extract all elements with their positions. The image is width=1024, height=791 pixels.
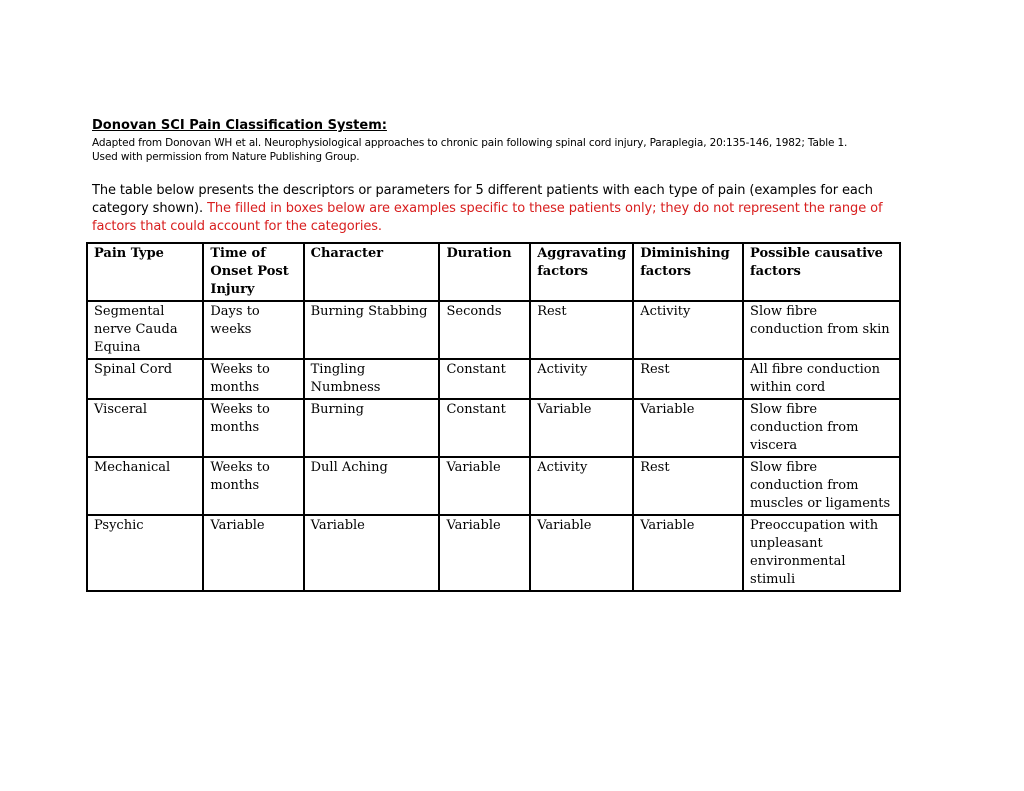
table-cell: Dull Aching bbox=[304, 457, 440, 515]
intro-warning-text: The filled in boxes below are examples specific to these patients only; they do not represent the range of factors that could account for the categories. bbox=[92, 201, 883, 234]
table-cell: Constant bbox=[439, 359, 530, 399]
table-cell: Variable bbox=[439, 457, 530, 515]
table-cell: Activity bbox=[530, 457, 633, 515]
header-causative-factors: Possible causative factors bbox=[743, 243, 900, 301]
table-row bbox=[87, 457, 900, 515]
table-cell: Visceral bbox=[87, 399, 203, 457]
pain-classification-table bbox=[86, 242, 901, 592]
table-cell: Burning bbox=[304, 399, 440, 457]
table-cell: Variable bbox=[203, 515, 303, 591]
intro-text: The table below presents the descriptors or parameters for 5 different patients with each type of pain (examples for each category shown). bbox=[92, 183, 873, 216]
table-cell: Weeks to months bbox=[203, 399, 303, 457]
table-cell: Constant bbox=[439, 399, 530, 457]
table-cell: Variable bbox=[633, 515, 743, 591]
table-cell: Days to weeks bbox=[203, 301, 303, 359]
table-cell: Preoccupation with unpleasant environmental stimuli bbox=[743, 515, 900, 591]
document-page bbox=[92, 118, 922, 236]
table-cell: Rest bbox=[633, 457, 743, 515]
document-title: Donovan SCI Pain Classification System: bbox=[92, 118, 387, 133]
header-character: Character bbox=[304, 243, 440, 301]
table-cell: Variable bbox=[439, 515, 530, 591]
table-cell: Tingling Numbness bbox=[304, 359, 440, 399]
header-duration: Duration bbox=[439, 243, 530, 301]
header-pain-type: Pain Type bbox=[87, 243, 203, 301]
header-time-of-onset: Time of Onset Post Injury bbox=[203, 243, 303, 301]
citation-line-1: Adapted from Donovan WH et al. Neurophysiological approaches to chronic pain following spinal cord injury, Paraplegia, 20:135-146, 1982; Table 1. bbox=[92, 137, 848, 149]
table-cell: Psychic bbox=[87, 515, 203, 591]
table-cell: All fibre conduction within cord bbox=[743, 359, 900, 399]
table-cell: Segmental nerve Cauda Equina bbox=[87, 301, 203, 359]
table-row bbox=[87, 301, 900, 359]
table-cell: Variable bbox=[530, 399, 633, 457]
citation-line-2: Used with permission from Nature Publishing Group. bbox=[92, 151, 360, 163]
header-diminishing-factors: Diminishing factors bbox=[633, 243, 743, 301]
table-cell: Slow fibre conduction from viscera bbox=[743, 399, 900, 457]
intro-paragraph bbox=[92, 182, 912, 236]
table-cell: Weeks to months bbox=[203, 359, 303, 399]
table-row bbox=[87, 399, 900, 457]
table-cell: Activity bbox=[633, 301, 743, 359]
table-row bbox=[87, 515, 900, 591]
table-cell: Seconds bbox=[439, 301, 530, 359]
table-cell: Variable bbox=[304, 515, 440, 591]
table-cell: Slow fibre conduction from muscles or ligaments bbox=[743, 457, 900, 515]
table-cell: Spinal Cord bbox=[87, 359, 203, 399]
table-cell: Weeks to months bbox=[203, 457, 303, 515]
table-row bbox=[87, 359, 900, 399]
table-header-row bbox=[87, 243, 900, 301]
table-cell: Variable bbox=[530, 515, 633, 591]
table-cell: Slow fibre conduction from skin bbox=[743, 301, 900, 359]
header-aggravating-factors: Aggravating factors bbox=[530, 243, 633, 301]
table-cell: Mechanical bbox=[87, 457, 203, 515]
table-cell: Burning Stabbing bbox=[304, 301, 440, 359]
table-cell: Rest bbox=[530, 301, 633, 359]
table-cell: Activity bbox=[530, 359, 633, 399]
table-cell: Rest bbox=[633, 359, 743, 399]
table-cell: Variable bbox=[633, 399, 743, 457]
